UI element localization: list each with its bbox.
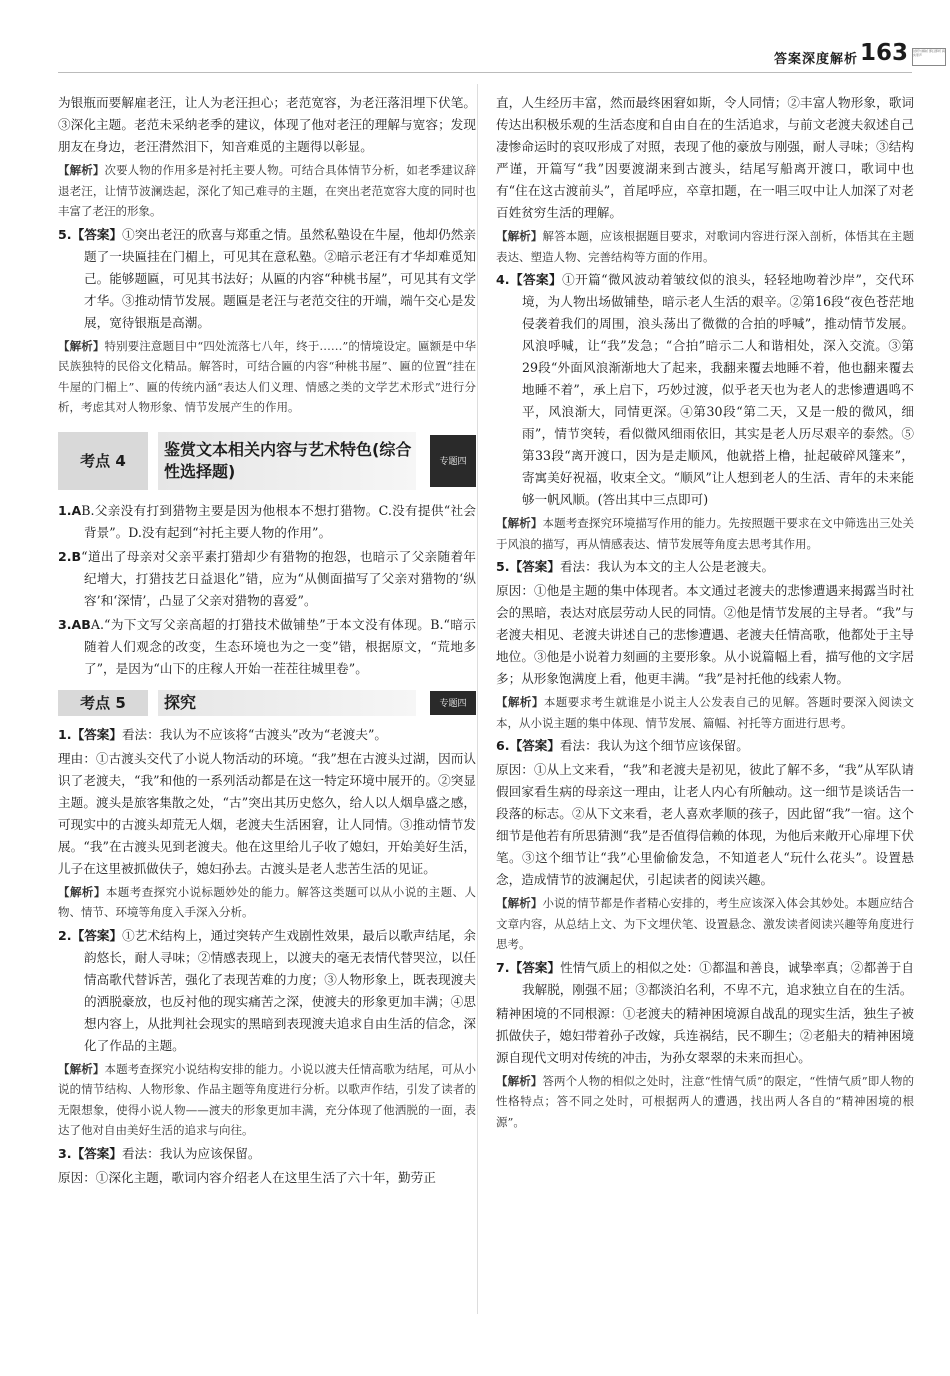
section-title: 探究: [158, 690, 416, 716]
header-title: 答案深度解析: [773, 52, 858, 67]
analysis-tag: 【解析】: [58, 338, 105, 353]
body-text: 看法：我认为应该保留。: [121, 1145, 261, 1161]
analysis-tag: 【解析】: [496, 896, 543, 910]
text-paragraph: [58, 1167, 476, 1189]
text-paragraph: [58, 92, 476, 158]
body-text: ①艺术结构上，通过突转产生戏剧性效果，最后以歌声结尾，余韵悠长，耐人寻味；②情感表现上，以渡夫的毫无表情代替哭泣，以任情高歌代替诉苦，强化了表现苦难的力度；③人物形象上，既表现渡夫的洒脱豪放，也反衬他的现实痛苦之深，使渡夫的形象更加丰满；④思想内容上，从批判社会现实的黑暗到表现渡夫追求自由生活的信念，深化了作品的主题。: [84, 927, 477, 1053]
analysis-paragraph: [58, 882, 476, 923]
section-label: 考点 4: [58, 432, 148, 490]
header-divider: [58, 72, 912, 73]
answer-item: [58, 724, 476, 746]
answer-item: [496, 556, 914, 578]
answer-item: [58, 1143, 476, 1165]
body-text: 看法：我认为这个细节应该保留。: [559, 738, 749, 753]
body-text: 本题要求考生就谁是小说主人公发表自己的见解。答题时要深入阅读文本，从小说主题的集中体现、情节发展、篇幅、衬托等方面进行思考。: [496, 695, 915, 730]
answer-tag: 【答案】: [509, 959, 561, 975]
body-text: 为银瓶而要解雇老汪，让人为老汪担心；老范宽容，为老汪落泪埋下伏笔。③深化主题。老范未采纳老季的建议，体现了他对老汪的理解与宽容；发现朋友在身边，老汪潸然泪下，知音难觅的主题得以彰显。: [58, 95, 476, 154]
analysis-paragraph: [58, 336, 476, 418]
analysis-paragraph: [496, 893, 914, 955]
answer-item: [496, 957, 914, 1001]
body-text: 解答本题，应该根据题目要求，对歌词内容进行深入剖析，体悟其在主题表达、塑造人物、完善结构等方面的作用。: [496, 229, 915, 264]
analysis-tag: 【解析】: [58, 1061, 105, 1076]
body-text: 看法：我认为不应该将“古渡头”改为“老渡夫”。: [121, 726, 387, 742]
question-number: 2.B: [58, 548, 82, 564]
left-column: [58, 92, 476, 1191]
answer-item: [58, 925, 476, 1057]
answer-item: [496, 735, 914, 757]
answer-item: [58, 224, 476, 334]
analysis-tag: 【解析】: [58, 884, 106, 899]
analysis-tag: 【解析】: [496, 1073, 543, 1088]
answer-tag: 【答案】: [509, 272, 563, 287]
body-text: 原因：①他是主题的集中体现者。本文通过老渡夫的悲惨遭遇来揭露当时社会的黑暗，表达对底层劳动人民的同情。②他是情节发展的主导者。“我”与老渡夫相见、老渡夫讲述自己的悲惨遭遇、老渡夫任情高歌，他都处于主导地位。③他是小说着力刻画的主要形象。从小说篇幅上看，描写他的文字居多；从形象饱满度上看，他更丰满。“我”是衬托他的线索人物。: [496, 583, 914, 686]
analysis-tag: 【解析】: [496, 695, 544, 709]
column-divider: [477, 84, 478, 1314]
body-text: 性情气质上的相似之处：①都温和善良，诚挚率真；②都善于自我解脱，刚强不屈；③都淡泊名利，不卑不亢，追求独立自在的生活。: [522, 959, 915, 997]
answer-item: [58, 500, 476, 544]
text-paragraph: [496, 759, 914, 891]
text-paragraph: [58, 748, 476, 880]
section-badge: 专题四: [430, 435, 476, 487]
analysis-paragraph: [496, 226, 914, 267]
section-badge: 专题四: [430, 691, 476, 715]
answer-tag: 【答案】: [71, 226, 123, 242]
analysis-paragraph: [496, 692, 914, 733]
section-label: 考点 5: [58, 690, 148, 716]
answer-item: [496, 269, 914, 511]
question-number: 6.: [496, 738, 510, 753]
analysis-paragraph: [58, 160, 476, 222]
body-text: 原因：①深化主题，歌词内容介绍老人在这里生活了六十年，勤劳正: [58, 1169, 436, 1185]
answer-tag: 【答案】: [71, 927, 123, 943]
body-text: 特别要注意题目中“四处流落七八年，终于……”的情境设定。匾额是中华民族独特的民俗文化精品。解答时，可结合匾的内容“种桃书屋”、匾的位置“挂在牛屋的门楣上”、匾的传统内涵“表达人们义理、情感之类的文学艺术形式”进行分析，考虑其对人物形象、情节发展产生的作用。: [58, 338, 477, 414]
section-header-5: [58, 690, 476, 716]
analysis-paragraph: [496, 1071, 914, 1133]
answer-item: [58, 546, 476, 612]
text-paragraph: [496, 580, 914, 690]
answer-tag: 【答案】: [509, 738, 560, 753]
body-text: “道出了母亲对父亲平素打猎却少有猎物的抱怨，也暗示了父亲随着年纪增大，打猎技艺日益退化”错，应为“从侧面描写了父亲对猎物的‘纵容’和‘深情’，凸显了父亲对猎物的喜爱”。: [81, 548, 476, 608]
body-text: 看法：我认为本文的主人公是老渡夫。: [559, 559, 775, 574]
body-text: 小说的情节都是作者精心安排的，考生应该深入体会其妙处。本题应结合文章内容，从总结上文、为下文埋伏笔、设置悬念、激发读者阅读兴趣等角度进行思考。: [496, 896, 915, 951]
answer-tag: 【答案】: [71, 726, 122, 742]
body-text: A.“为下文写父亲高超的打猎技术做铺垫”于本文没有体现。B.“暗示随着人们观念的改变，生态环境也为之一变”错，根据原文，“荒地多了”，是因为“山下的庄稼人开始一茬茬往城里卷”。: [84, 616, 476, 676]
right-column: [496, 92, 914, 1134]
text-paragraph: [496, 1003, 914, 1069]
answer-tag: 【答案】: [71, 1145, 122, 1161]
body-text: 理由：①古渡头交代了小说人物活动的环境。“我”想在古渡头过湖，因而认识了老渡夫，“我”和他的一系列活动都是在这一特定环境中展开的。②突显主题。渡头是旅客集散之处，“古”突出其历史悠久，给人以人烟阜盛之感，可现实中的古渡头却荒无人烟，老渡夫生活困窘，让人同情。③推动情节发展。“我”在古渡头见到老渡夫。他在这里给儿子收了媳妇，开始美好生活，儿子在这里被抓做伕子，媳妇孙去。古渡头是老人悲苦生活的见证。: [58, 750, 476, 876]
question-number: 3.: [58, 1145, 72, 1161]
page-header: [0, 0, 950, 74]
section-header-4: [58, 432, 476, 490]
question-number: 4.: [496, 272, 510, 287]
body-text: 本题考查探究小说标题妙处的能力。解答这类题可以从小说的主题、人物、情节、环境等角度入手深入分析。: [58, 884, 477, 919]
analysis-tag: 【解析】: [496, 229, 543, 243]
analysis-paragraph: [58, 1059, 476, 1141]
answer-item: [58, 614, 476, 680]
section-title: 鉴赏文本相关内容与艺术特色(综合性选择题): [158, 432, 416, 490]
analysis-tag: 【解析】: [58, 163, 105, 177]
question-number: 1.: [58, 726, 72, 742]
analysis-tag: 【解析】: [496, 516, 543, 530]
body-text: 本题考查探究小说结构安排的能力。小说以渡夫任情高歌为结尾，可从小说的情节结构、人物形象、作品主题等角度进行分析。以歌声作结，引发了读者的无限想象，使得小说人物——渡夫的形象更加丰满，充分体现了他洒脱的一面，表达了他对自由美好生活的追求与向往。: [58, 1061, 477, 1137]
question-number: 3.AB: [58, 616, 91, 632]
body-text: 答两个人物的相似之处时，注意“性情气质”的限定，“性情气质”即人物的性格特点；答不同之处时，可根据两人的遭遇，找出两人各自的“精神困境的根源”。: [496, 1073, 915, 1129]
question-number: 5.: [58, 226, 72, 242]
page-number: 163: [859, 40, 908, 66]
question-number: 5.: [496, 559, 510, 574]
question-number: 1.A: [58, 502, 82, 518]
answer-tag: 【答案】: [509, 559, 560, 574]
analysis-paragraph: [496, 513, 914, 554]
body-text: 次要人物的作用多是衬托主要人物。可结合具体情节分析，如老季建议辞退老汪，让情节波澜迭起，深化了知己难寻的主题，在突出老范宽容大度的同时也丰富了老汪的形象。: [58, 163, 477, 218]
body-text: ①开篇“微风波动着皱纹似的浪头，轻轻地吻着沙岸”，交代环境，为人物出场做铺垫，暗示老人生活的艰辛。②第16段“夜色苍茫地侵袭着我们的周围，浪头荡出了微微的合拍的呼喊”，推动情节发展。风浪呼喊，让“我”发急；“合拍”暗示二人和谐相处，深入交流。③第29段“外面风浪渐渐地大了起来，我翻来覆去地睡不着，他也翻来覆去地睡不着”，承上启下，巧妙过渡，似乎老天也为老人的悲惨遭遇鸣不平，风浪渐大，同情更深。④第30段“第二天，又是一般的微风，细雨”，情节突转，看似微风细雨依旧，其实是老人历尽艰辛的泰然。⑤第33段“离开渡口，因为是走顺风，他就搭上橹，扯起破碎风篷来”，寄寓美好祝福，收束全文。“顺风”让人想到老人的生活、青年的未来能够一帆风顺。(答出其中三点即可): [522, 272, 914, 507]
qr-code-icon[interactable]: 试听与解析 即扫即听 真实原声: [912, 48, 946, 66]
text-paragraph: [496, 92, 914, 224]
body-text: 本题考查探究环境描写作用的能力。先按照题干要求在文中筛选出三处关于风浪的描写，再从情感表达、情节发展等角度去思考其作用。: [496, 516, 915, 551]
body-text: 直，人生经历丰富，然而最终困窘如斯，令人同情；②丰富人物形象，歌词传达出积极乐观的生活态度和自由自在的生活追求，与前文老渡夫叙述自己凄惨命运时的哀叹形成了对照，表现了他的豪放与刚强，耐人寻味；③结构严谨，开篇写“我”因要渡湖来到古渡头，结尾写船离开渡口，歌词中也有“住在这古渡前头”，首尾呼应，卒章扣题，在一唱三叹中让人加深了对老百姓贫穷生活的理解。: [496, 95, 914, 220]
question-number: 2.: [58, 927, 72, 943]
question-number: 7.: [496, 959, 510, 975]
body-text: ①突出老汪的欣喜与郑重之情。虽然私塾设在牛屋，他却仍然亲题了一块匾挂在门楣上，可见其在意私塾。②暗示老汪有才华却难觅知己。能够题匾，可见其书法好；从匾的内容“种桃书屋”，可见其有文学才华。③推动情节发展。题匾是老汪与老范交往的开端，端午交心是发展，宽待银瓶是高潮。: [84, 226, 477, 330]
body-text: 原因：①从上文来看，“我”和老渡夫是初见，彼此了解不多，“我”从军队请假回家看生病的母亲这一理由，让老人内心有所触动。这一细节是谈话告一段落的标志。②从下文来看，老人喜欢孝顺的孩子，因此留“我”一宿。这个细节是他若有所思猜测“我”是否值得信赖的体现，为他后来敞开心扉埋下伏笔。③这个细节让“我”心里偷偷发急，不知道老人“玩什么花头”。设置悬念，造成情节的波澜起伏，引起读者的阅读兴趣。: [496, 762, 914, 887]
body-text: B.父亲没有打到猎物主要是因为他根本不想打猎物。C.没有提供“社会背景”。D.没有起到“衬托主要人物的作用”。: [81, 502, 476, 540]
body-text: 精神困境的不同根源：①老渡夫的精神困境源自战乱的现实生活，独生子被抓做伕子，媳妇带着孙子改嫁，兵连祸结，民不聊生；②老船夫的精神困境源自现代文明对传统的冲击，为孙女翠翠的未来而担心。: [496, 1005, 914, 1065]
